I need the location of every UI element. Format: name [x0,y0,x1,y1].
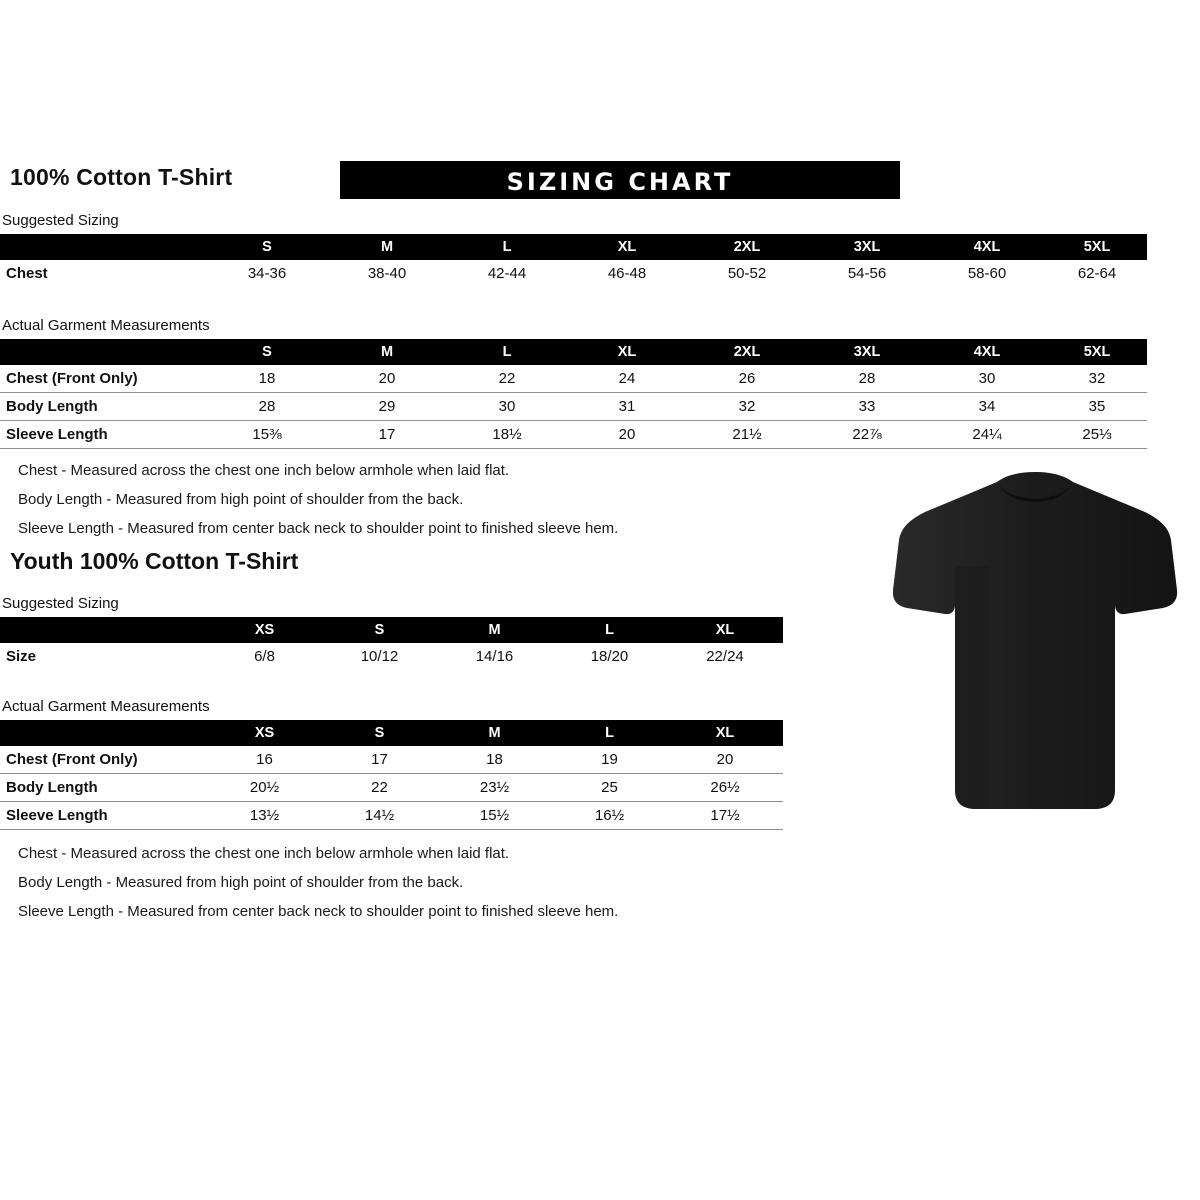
table-cell: 14½ [364,807,395,824]
table-cell: 24¼ [972,426,1002,443]
table-row [0,365,1147,393]
youth-actual-measurements-label: Actual Garment Measurements [2,698,210,715]
column-header: 2XL [687,234,807,260]
adult-note-body-length: Body Length - Measured from high point of shoulder from the back. [18,491,464,508]
table-cell: 34 [978,398,996,415]
table-cell: 10/12 [360,648,399,665]
table-cell: 22/24 [706,648,744,665]
youth-note-chest: Chest - Measured across the chest one inch below armhole when laid flat. [18,845,510,862]
column-header: M [437,720,552,746]
table-row [0,774,783,802]
table-cell: 13½ [249,807,280,824]
table-cell: 32 [738,398,756,415]
table-cell: 62-64 [1077,265,1117,282]
table-cell: 34-36 [247,265,287,282]
row-label: Sleeve Length [6,807,108,824]
column-header: S [322,720,437,746]
table-cell: 30 [978,370,996,387]
column-header: S [322,617,437,643]
column-header: XS [207,617,322,643]
table-cell: 28 [258,398,276,415]
table-cell: 23½ [479,779,510,796]
table-cell: 16 [256,751,273,768]
adult-suggested-sizing-table [0,234,1147,287]
column-header: XL [667,617,783,643]
column-header: XL [567,339,687,365]
table-cell: 26½ [710,779,740,796]
table-cell: 6/8 [254,648,275,665]
table-cell: 19 [601,751,618,768]
youth-note-sleeve-length: Sleeve Length - Measured from center back neck to shoulder point to finished sleeve hem. [18,903,619,920]
table-cell: 22 [498,370,516,387]
row-label: Body Length [6,398,98,415]
column-header: 2XL [687,339,807,365]
column-header: 3XL [807,234,927,260]
adult-note-chest: Chest - Measured across the chest one inch below armhole when laid flat. [18,462,510,479]
table-cell: 18/20 [590,648,629,665]
table-row [0,421,1147,449]
table-cell: 22⅞ [852,426,882,443]
column-header: 5XL [1047,234,1147,260]
column-header: S [207,234,327,260]
table-cell: 35 [1088,398,1106,415]
table-cell: 16½ [594,807,625,824]
table-header-row [0,339,1147,365]
column-header [0,339,207,365]
column-header: XS [207,720,322,746]
column-header: 5XL [1047,339,1147,365]
adult-actual-measurements-label: Actual Garment Measurements [2,317,210,334]
table-cell: 20½ [249,779,280,796]
tshirt-illustration [893,470,1178,815]
sizing-chart-banner [340,161,900,199]
row-label: Body Length [6,779,98,796]
adult-section-title: 100% Cotton T-Shirt [10,164,233,190]
adult-suggested-sizing-label: Suggested Sizing [2,212,119,229]
table-row [0,643,783,670]
sizing-chart-banner-label: SIZING CHART [506,168,734,196]
column-header [0,617,207,643]
table-header-row [0,234,1147,260]
table-row [0,260,1147,287]
row-label: Chest (Front Only) [6,370,138,387]
column-header: M [327,339,447,365]
youth-actual-measurements-table [0,720,783,830]
row-label: Size [6,648,37,665]
column-header: L [447,339,567,365]
table-cell: 18½ [492,426,522,443]
column-header: 3XL [807,339,927,365]
youth-section-title: Youth 100% Cotton T-Shirt [10,548,299,574]
table-cell: 38-40 [367,265,407,282]
table-cell: 17 [371,751,388,768]
column-header [0,720,207,746]
table-cell: 18 [258,370,276,387]
table-cell: 46-48 [607,265,647,282]
table-cell: 31 [618,398,636,415]
column-header: S [207,339,327,365]
row-label: Chest (Front Only) [6,751,138,768]
table-cell: 22 [371,779,388,796]
table-header-row [0,617,783,643]
table-cell: 17 [378,426,396,443]
table-cell: 32 [1088,370,1106,387]
adult-note-sleeve-length: Sleeve Length - Measured from center back neck to shoulder point to finished sleeve hem. [18,520,619,537]
column-header [0,234,207,260]
table-cell: 20 [618,426,636,443]
column-header: L [552,617,667,643]
column-header: L [552,720,667,746]
table-cell: 18 [486,751,503,768]
table-cell: 29 [378,398,396,415]
table-cell: 21½ [732,426,762,443]
table-cell: 54-56 [847,265,887,282]
table-cell: 14/16 [475,648,514,665]
table-cell: 26 [738,370,756,387]
column-header: 4XL [927,339,1047,365]
row-label: Chest [6,265,48,282]
table-cell: 33 [858,398,876,415]
table-cell: 42-44 [487,265,527,282]
column-header: M [437,617,552,643]
table-row [0,746,783,774]
table-row [0,393,1147,421]
table-cell: 15⅜ [252,426,282,443]
table-cell: 17½ [710,807,740,824]
table-cell: 25 [601,779,618,796]
column-header: XL [567,234,687,260]
table-row [0,802,783,830]
table-cell: 15½ [479,807,510,824]
table-cell: 50-52 [727,265,767,282]
youth-note-body-length: Body Length - Measured from high point of shoulder from the back. [18,874,464,891]
table-cell: 24 [618,370,636,387]
column-header: XL [667,720,783,746]
table-cell: 20 [378,370,396,387]
table-cell: 30 [498,398,516,415]
column-header: 4XL [927,234,1047,260]
youth-suggested-sizing-table [0,617,783,670]
column-header: M [327,234,447,260]
table-cell: 58-60 [967,265,1007,282]
adult-actual-measurements-table [0,339,1147,449]
column-header: L [447,234,567,260]
table-cell: 28 [858,370,876,387]
table-cell: 20 [716,751,734,768]
table-cell: 25⅓ [1082,426,1112,443]
table-header-row [0,720,783,746]
row-label: Sleeve Length [6,426,108,443]
youth-suggested-sizing-label: Suggested Sizing [2,595,119,612]
